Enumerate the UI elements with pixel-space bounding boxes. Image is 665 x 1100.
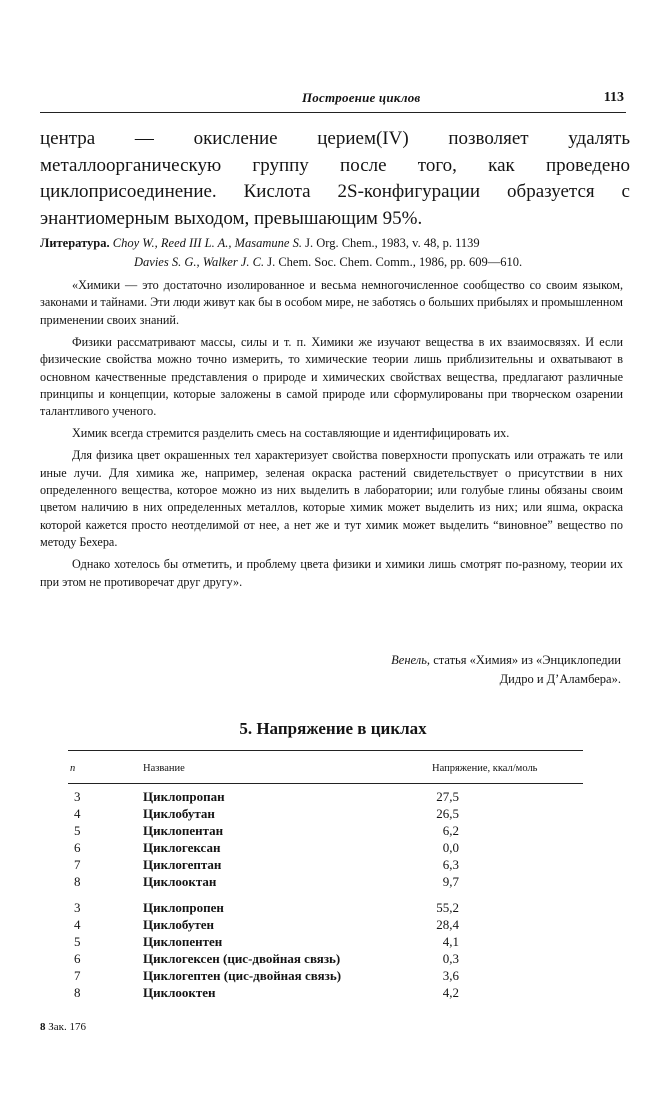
table-row <box>0 823 665 840</box>
cell-n: 3 <box>74 900 81 915</box>
cell-n: 4 <box>74 806 81 821</box>
table-row <box>0 985 665 1002</box>
attribution-line-1 <box>200 651 621 670</box>
cell-n: 5 <box>74 934 81 949</box>
lead-text <box>40 126 630 232</box>
table-row <box>0 857 665 874</box>
cell-n: 6 <box>74 951 81 966</box>
cell-n: 5 <box>74 823 81 838</box>
attribution-line-2: Дидро и Д’Аламбера». <box>499 672 621 686</box>
references <box>40 234 630 272</box>
cell-value: 27,5 <box>436 789 459 804</box>
cell-n: 7 <box>74 857 81 872</box>
cell-n: 3 <box>74 789 81 804</box>
attribution-author: Венель, <box>391 653 431 667</box>
reference-2 <box>40 253 630 272</box>
quote-paragraph: Для физика цвет окрашенных тел характеризует свойства поверхности пропускать или отражать те или иные лучи. Для химика же, например, зеленая окраска растений свидетельствует о присутствии в них определенного вещества, которое можно из них выделить в лаборатории; или голубые глины обязаны своим цветом наличию в них определенных металлов, которые химик может выделить из них; или яшма, окраска которой кажется просто неотделимой от нее, а нет же и тут химик может выделить “виновное” вещество по методу Бехера. <box>40 448 623 550</box>
quote-paragraph: Физики рассматривают массы, силы и т. п. Химики же изучают вещества в их взаимосвязях. И если физические свойства можно точно измерить, то химические теории лишь приблизительны и охватывают в основном качественные представления о природе и химических свойствах вещества, предлагают различные принципы и концепции, которые заложены в самой природе или сформулированы при творческом озарении талантливого ученого. <box>40 334 623 419</box>
column-header-n: n <box>70 763 76 774</box>
cell-name: Циклопентан <box>143 823 224 838</box>
reference-1-authors: Choy W., Reed III L. A., Masamune S. <box>112 236 302 250</box>
cell-value: 4,1 <box>442 934 459 949</box>
attribution-source: статья «Химия» из «Энциклопедии <box>433 653 621 667</box>
reference-2-source: J. Chem. Soc. Chem. Comm., 1986, pp. 609—610. <box>267 255 523 269</box>
quote-paragraph: «Химики — это достаточно изолированное и весьма немногочисленное сообщество со своим языком, законами и тайнами. Эти люди живут как бы в особом мире, не заботясь о больших прибылях и промышленном применении своих знаний. <box>40 278 623 327</box>
lead-paragraph: центра — окисление церием(IV) позволяет удалять металлоорганическую группу после того, как проведено циклоприсоединение. Кислота 2S-конфигурации образуется с энантиомерным выходом, превышающим 95%. <box>40 128 630 229</box>
cell-name: Циклооктан <box>143 874 217 889</box>
reference-2-authors: Davies S. G., Walker J. C. <box>134 255 265 269</box>
cell-name: Циклобутен <box>143 917 215 932</box>
page-number: 113 <box>603 90 624 105</box>
quote-attribution <box>200 651 621 689</box>
cell-value: 6,2 <box>442 823 459 838</box>
column-header-name: Название <box>143 763 185 774</box>
cell-name: Циклогексен (цис-двойная связь) <box>143 951 341 966</box>
quote-paragraph: Химик всегда стремится разделить смесь на составляющие и идентифицировать их. <box>72 426 510 441</box>
table-row <box>0 917 665 934</box>
cell-name: Циклогексан <box>143 840 221 855</box>
cell-name: Циклопропен <box>143 900 224 915</box>
table-row <box>0 934 665 951</box>
table-top-rule <box>68 750 583 751</box>
cell-name: Циклобутан <box>143 806 215 821</box>
page-header <box>40 88 626 113</box>
running-title: Построение циклов <box>302 90 421 105</box>
cell-value: 26,5 <box>436 806 459 821</box>
cell-value: 6,3 <box>442 857 459 872</box>
cell-value: 28,4 <box>436 917 459 932</box>
cell-n: 8 <box>74 985 81 1000</box>
table-row <box>0 900 665 917</box>
table-row <box>0 968 665 985</box>
reference-1-source: J. Org. Chem., 1983, v. 48, p. 1139 <box>305 236 480 250</box>
table-row <box>0 806 665 823</box>
column-header-value: Напряжение, ккал/моль <box>432 763 538 774</box>
reference-1 <box>40 234 630 253</box>
cell-name: Циклогептен (цис-двойная связь) <box>143 968 342 983</box>
cell-n: 6 <box>74 840 81 855</box>
table-row <box>0 840 665 857</box>
cell-value: 0,3 <box>442 951 459 966</box>
table-header-rule <box>68 783 583 784</box>
table-title: 5. Напряжение в циклах <box>239 719 427 738</box>
signature-mark: 8 <box>40 1021 46 1033</box>
signature-text: Зак. 176 <box>48 1021 86 1033</box>
cell-value: 4,2 <box>442 985 459 1000</box>
table-row <box>0 789 665 806</box>
cell-n: 4 <box>74 917 81 932</box>
cell-name: Циклопентен <box>143 934 223 949</box>
cell-value: 0,0 <box>442 840 459 855</box>
cell-name: Циклогептан <box>143 857 222 872</box>
cell-name: Циклопропан <box>143 789 225 804</box>
printer-signature <box>40 1021 86 1033</box>
cell-value: 3,6 <box>442 968 459 983</box>
table-row <box>0 951 665 968</box>
cell-value: 55,2 <box>436 900 459 915</box>
cell-n: 8 <box>74 874 81 889</box>
epigraph-quote <box>40 277 623 595</box>
cell-name: Циклооктен <box>143 985 216 1000</box>
references-label: Литература. <box>40 236 110 250</box>
quote-paragraph: Однако хотелось бы отметить, и проблему цвета физики и химики лишь смотрят по-разному, теории их при этом не противоречат друг другу». <box>40 557 623 589</box>
cell-n: 7 <box>74 968 81 983</box>
cell-value: 9,7 <box>442 874 459 889</box>
table-row <box>0 874 665 891</box>
